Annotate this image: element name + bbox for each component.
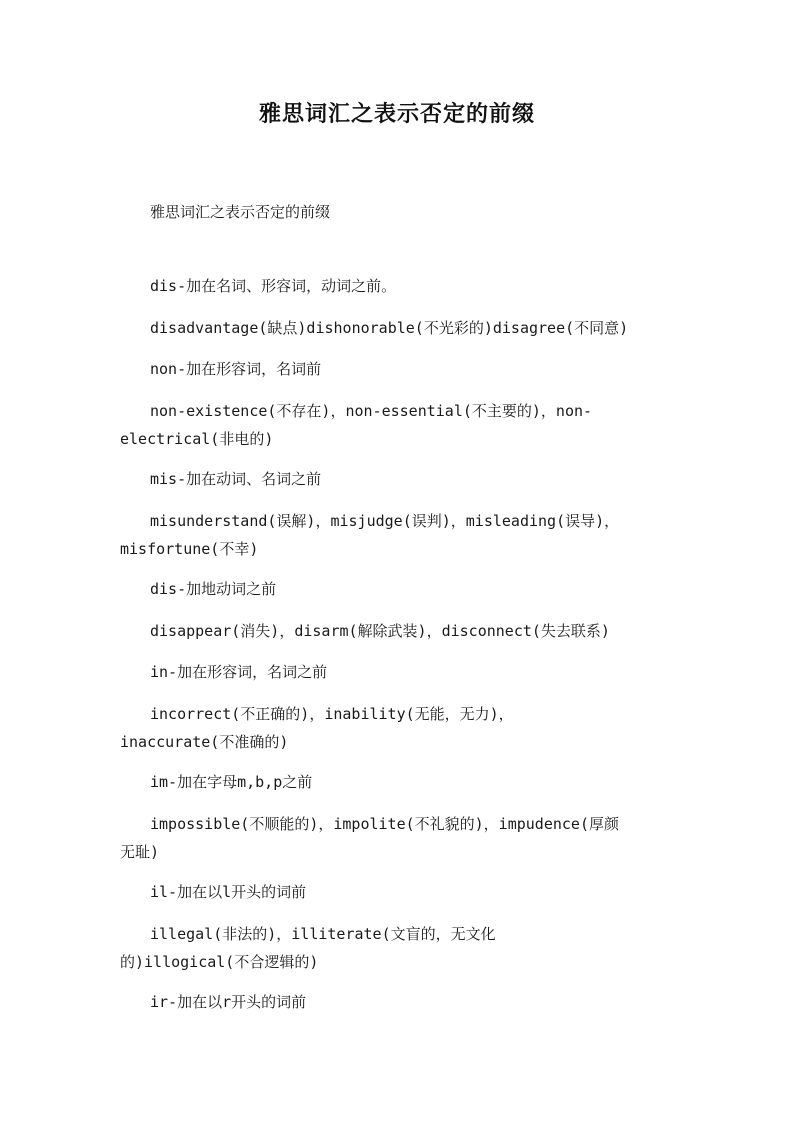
paragraph-line: non-加在形容词，名词前 [150, 360, 322, 378]
paragraph [120, 314, 680, 342]
paragraph [120, 658, 680, 686]
paragraph [120, 465, 680, 493]
paragraph [120, 768, 680, 796]
paragraph-line: mis-加在动词、名词之前 [150, 470, 322, 488]
paragraph-line: impossible(不顺能的)，impolite(不礼貌的)，impudence(厚颜 [150, 815, 619, 833]
paragraph [120, 810, 680, 866]
paragraph-line: disadvantage(缺点)dishonorable(不光彩的)disagree(不同意) [150, 319, 629, 337]
paragraph-line: dis-加在名词、形容词，动词之前。 [150, 277, 397, 295]
paragraph [120, 575, 680, 603]
paragraph-line: il-加在以l开头的词前 [150, 883, 307, 901]
paragraph-line: im-加在字母m,b,p之前 [150, 773, 313, 791]
paragraph-line: in-加在形容词，名词之前 [150, 663, 328, 681]
paragraph-line: 雅思词汇之表示否定的前缀 [150, 203, 331, 221]
paragraph [120, 920, 680, 976]
paragraph [120, 397, 680, 453]
paragraph-line: misfortune(不幸) [120, 540, 259, 558]
paragraph [120, 878, 680, 906]
paragraph-line: illegal(非法的)，illiterate(文盲的，无文化 [150, 925, 496, 943]
paragraph-line: non-existence(不存在)，non-essential(不主要的)，non- [150, 402, 593, 420]
paragraph [120, 700, 680, 756]
paragraph [120, 617, 680, 645]
paragraph-line: disappear(消失)，disarm(解除武装)，disconnect(失去联系) [150, 622, 610, 640]
document-title: 雅思词汇之表示否定的前缀 [258, 101, 535, 127]
paragraph [120, 272, 680, 300]
paragraph [120, 988, 680, 1016]
paragraph [120, 507, 680, 563]
paragraph-line: incorrect(不正确的)，inability(无能，无力)， [150, 705, 514, 723]
paragraph [120, 355, 680, 383]
paragraph-line: 无耻) [120, 843, 160, 861]
paragraph-line: inaccurate(不准确的) [120, 733, 289, 751]
paragraph-line: misunderstand(误解)，misjudge(误判)，misleading(误导)， [150, 512, 620, 530]
paragraph-line: dis-加地动词之前 [150, 580, 277, 598]
paragraph-line: electrical(非电的) [120, 430, 274, 448]
paragraph-line: ir-加在以r开头的词前 [150, 993, 307, 1011]
paragraph [120, 198, 680, 226]
paragraph-line: 的)illogical(不合逻辑的) [120, 953, 319, 971]
